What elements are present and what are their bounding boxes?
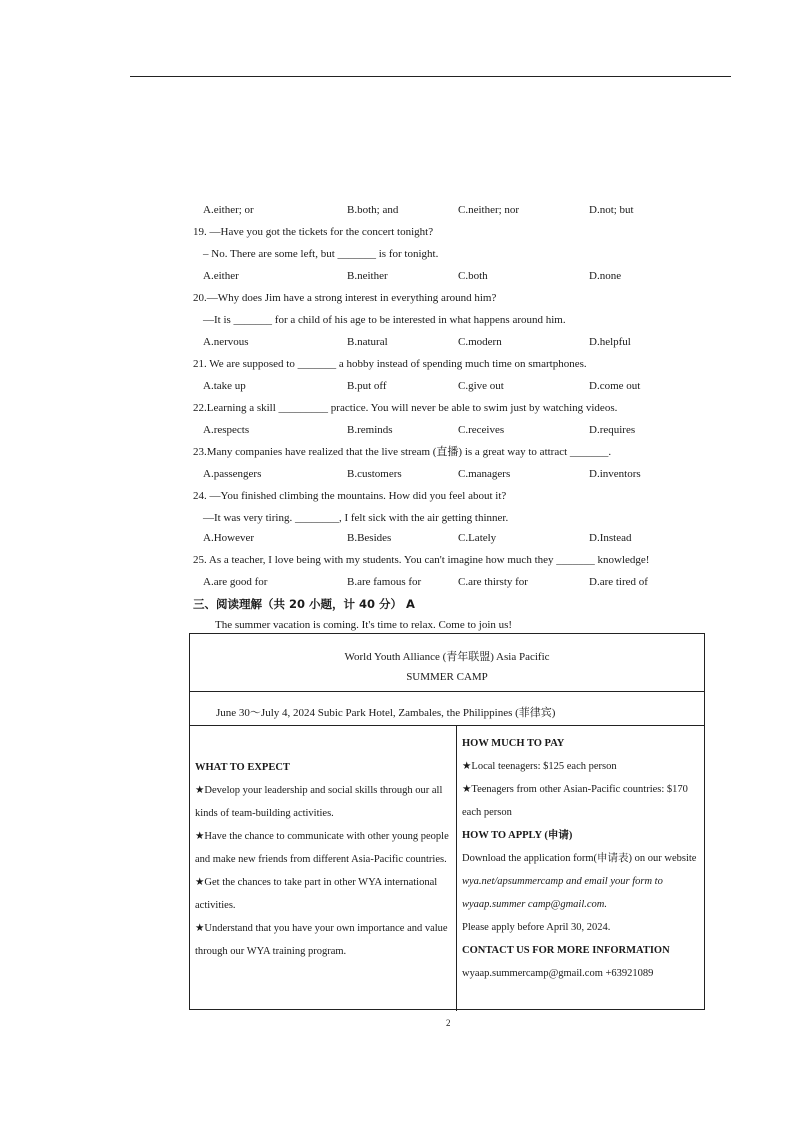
expect-item: ★Get the chances to take part in other WYA international activities. <box>195 877 438 911</box>
q24-answer: —It was very tiring. ________, I felt sick with the air getting thinner. <box>203 512 509 524</box>
header-rule <box>130 76 731 77</box>
q21-option-c: C.give out <box>458 380 504 392</box>
apply-text: wya.net/apsummercamp and email your form to wyaap.summer camp@gmail.com. <box>462 876 663 910</box>
q25-option-a: A.are good for <box>203 576 268 588</box>
q19-option-b: B.neither <box>347 270 388 282</box>
q25-question: 25. As a teacher, I love being with my students. You can't imagine how much they _______ knowledge! <box>193 554 650 566</box>
q22-question: 22.Learning a skill _________ practice. You will never be able to swim just by watching videos. <box>193 402 618 414</box>
page-number: 2 <box>446 1018 451 1028</box>
expect-item: ★Understand that you have your own importance and value through our WYA training program. <box>195 923 448 957</box>
q23-option-a: A.passengers <box>203 468 262 480</box>
q20-option-c: C.modern <box>458 336 502 348</box>
camp-name: SUMMER CAMP <box>406 671 488 683</box>
camp-flyer <box>189 633 705 1010</box>
q19-question: 19. —Have you got the tickets for the concert tonight? <box>193 226 434 238</box>
pay-title: HOW MUCH TO PAY <box>462 738 565 749</box>
q22-option-c: C.receives <box>458 424 505 436</box>
q19-option-c: C.both <box>458 270 488 282</box>
q19-option-d: D.none <box>589 270 622 282</box>
q23-question: 23.Many companies have realized that the live stream (直播) is a great way to attract _______. <box>193 446 612 458</box>
info-column <box>462 732 702 985</box>
q24-option-d: D.Instead <box>589 532 632 544</box>
q22-option-b: B.reminds <box>347 424 393 436</box>
q20-option-b: B.natural <box>347 336 388 348</box>
q23-option-c: C.managers <box>458 468 511 480</box>
apply-text: Download the application form(申请表) on our website <box>462 853 697 864</box>
q24-option-b: B.Besides <box>347 532 392 544</box>
q25-option-d: D.are tired of <box>589 576 648 588</box>
expect-column <box>195 756 453 963</box>
q19-option-a: A.either <box>203 270 239 282</box>
q20-option-a: A.nervous <box>203 336 249 348</box>
q20-question: 20.—Why does Jim have a strong interest in everything around him? <box>193 292 497 304</box>
camp-org: World Youth Alliance (青年联盟) Asia Pacific <box>344 651 550 663</box>
apply-deadline: Please apply before April 30, 2024. <box>462 922 611 933</box>
expect-item: ★Have the chance to communicate with other young people and make new friends from different Asia-Pacific countries. <box>195 831 449 865</box>
passage-intro: The summer vacation is coming. It's time to relax. Come to join us! <box>215 619 513 631</box>
camp-dates-place: June 30～July 4, 2024 Subic Park Hotel, Zambales, the Philippines (菲律宾) <box>216 707 556 719</box>
column-divider <box>456 725 457 1011</box>
divider <box>190 725 704 726</box>
q20-option-d: D.helpful <box>589 336 631 348</box>
q21-option-b: B.put off <box>347 380 387 392</box>
q21-option-d: D.come out <box>589 380 641 392</box>
q19-answer: – No. There are some left, but _______ is for tonight. <box>203 248 439 260</box>
apply-title: HOW TO APPLY (申请) <box>462 830 573 841</box>
q25-option-c: C.are thirsty for <box>458 576 528 588</box>
expect-title: WHAT TO EXPECT <box>195 762 290 773</box>
q20-answer: —It is _______ for a child of his age to be interested in what happens around him. <box>203 314 566 326</box>
option-b: B.both; and <box>347 204 399 216</box>
section-title: 三、阅读理解（共 20 小题，计 40 分） A <box>193 597 415 611</box>
expect-item: ★Develop your leadership and social skills through our all kinds of team-building activities. <box>195 785 443 819</box>
q21-option-a: A.take up <box>203 380 246 392</box>
q25-option-b: B.are famous for <box>347 576 422 588</box>
q23-option-b: B.customers <box>347 468 402 480</box>
contact-title: CONTACT US FOR MORE INFORMATION <box>462 945 670 956</box>
q21-question: 21. We are supposed to _______ a hobby instead of spending much time on smartphones. <box>193 358 587 370</box>
q24-option-a: A.However <box>203 532 255 544</box>
q23-option-d: D.inventors <box>589 468 641 480</box>
q22-option-a: A.respects <box>203 424 250 436</box>
contact-info: wyaap.summercamp@gmail.com +63921089 <box>462 968 654 979</box>
pay-item: ★Teenagers from other Asian-Pacific countries: $170 each person <box>462 784 688 818</box>
pay-item: ★Local teenagers: $125 each person <box>462 761 617 772</box>
q24-option-c: C.Lately <box>458 532 497 544</box>
option-a: A.either; or <box>203 204 254 216</box>
divider <box>190 691 704 692</box>
q24-question: 24. —You finished climbing the mountains. How did you feel about it? <box>193 490 507 502</box>
option-d: D.not; but <box>589 204 634 216</box>
q22-option-d: D.requires <box>589 424 636 436</box>
option-c: C.neither; nor <box>458 204 520 216</box>
